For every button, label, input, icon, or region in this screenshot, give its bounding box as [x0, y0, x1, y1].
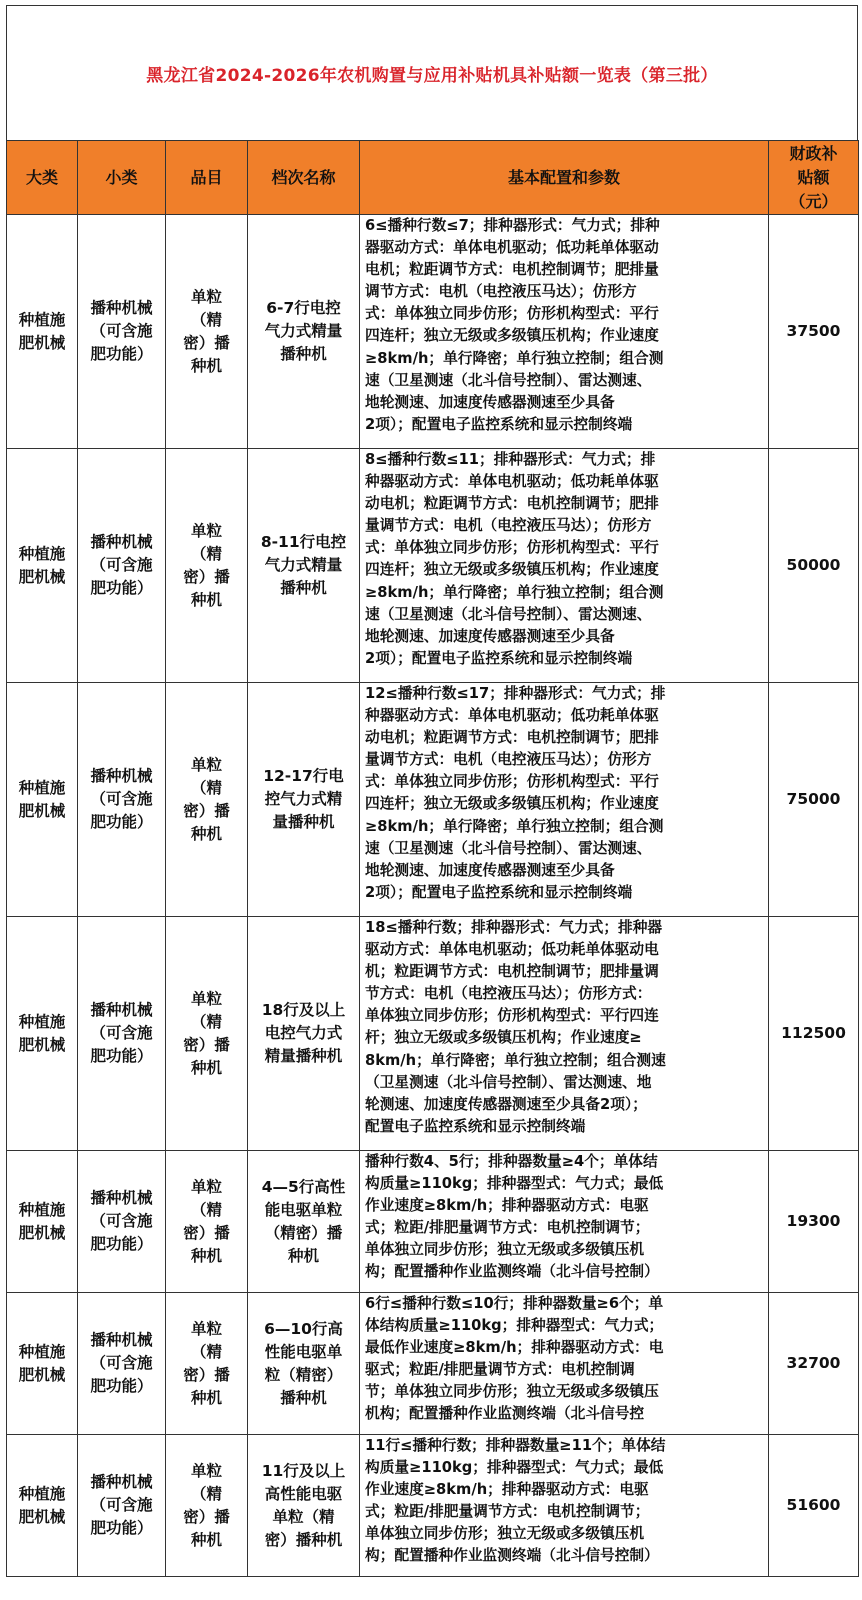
- header-params: 基本配置和参数: [360, 141, 769, 215]
- cell-tier: 8-11行电控 气力式精量 播种机: [248, 449, 360, 683]
- table-row: [7, 683, 859, 917]
- title-area: [6, 5, 858, 140]
- cell-tier: 11行及以上 高性能电驱 单粒（精 密）播种机: [248, 1435, 360, 1577]
- cell-tier: 4—5行高性 能电驱单粒 （精密）播 种机: [248, 1151, 360, 1293]
- table-row: [7, 215, 859, 449]
- cell-amount: 19300: [769, 1151, 859, 1293]
- cell-subcategory: 播种机械 （可含施 肥功能）: [78, 1293, 166, 1435]
- cell-tier: 18行及以上 电控气力式 精量播种机: [248, 917, 360, 1151]
- table-row: [7, 1435, 859, 1577]
- cell-item: 单粒 （精 密）播 种机: [166, 449, 248, 683]
- cell-params: 6行≤播种行数≤10行；排种器数量≥6个；单 体结构质量≥110kg；排种器型式：气力式； 最低作业速度≥8km/h；排种器驱动方式：电 驱式；粒距/排肥量调节方式：电机控制调 节；单体独立同步仿形；独立无级或多级镇压 机构；配置播种作业监测终端（北斗信号控: [360, 1293, 769, 1435]
- cell-category: 种植施 肥机械: [7, 1293, 78, 1435]
- cell-subcategory: 播种机械 （可含施 肥功能）: [78, 215, 166, 449]
- cell-subcategory: 播种机械 （可含施 肥功能）: [78, 683, 166, 917]
- cell-category: 种植施 肥机械: [7, 1151, 78, 1293]
- cell-amount: 32700: [769, 1293, 859, 1435]
- cell-subcategory: 播种机械 （可含施 肥功能）: [78, 1435, 166, 1577]
- table-row: [7, 449, 859, 683]
- cell-params: 播种行数4、5行；排种器数量≥4个；单体结 构质量≥110kg；排种器型式：气力式；最低 作业速度≥8km/h；排种器驱动方式：电驱 式；粒距/排肥量调节方式：电机控制调节； 单体独立同步仿形；独立无级或多级镇压机 构；配置播种作业监测终端（北斗信号控制）: [360, 1151, 769, 1293]
- cell-tier: 12-17行电 控气力式精 量播种机: [248, 683, 360, 917]
- table-row: [7, 917, 859, 1151]
- cell-item: 单粒 （精 密）播 种机: [166, 917, 248, 1151]
- header-item: 品目: [166, 141, 248, 215]
- cell-params: 11行≤播种行数；排种器数量≥11个；单体结 构质量≥110kg；排种器型式：气力式；最低 作业速度≥8km/h；排种器驱动方式：电驱 式；粒距/排肥量调节方式：电机控制调节； 单体独立同步仿形；独立无级或多级镇压机 构；配置播种作业监测终端（北斗信号控制）: [360, 1435, 769, 1577]
- cell-params: 6≤播种行数≤7；排种器形式：气力式；排种 器驱动方式：单体电机驱动；低功耗单体驱动 电机；粒距调节方式：电机控制调节；肥排量 调节方式：电机（电控液压马达）；仿形方 式：单体独立同步仿形；仿形机构型式：平行 四连杆；独立无级或多级镇压机构；作业速度 ≥8km/h；单行降密；单行独立控制；组合测 速（卫星测速（北斗信号控制）、雷达测速、 地轮测速、加速度传感器测速至少具备 2项）；配置电子监控系统和显示控制终端: [360, 215, 769, 449]
- cell-item: 单粒 （精 密）播 种机: [166, 215, 248, 449]
- cell-category: 种植施 肥机械: [7, 449, 78, 683]
- header-category: 大类: [7, 141, 78, 215]
- cell-amount: 112500: [769, 917, 859, 1151]
- cell-subcategory: 播种机械 （可含施 肥功能）: [78, 449, 166, 683]
- header-tier: 档次名称: [248, 141, 360, 215]
- cell-category: 种植施 肥机械: [7, 215, 78, 449]
- cell-amount: 75000: [769, 683, 859, 917]
- cell-subcategory: 播种机械 （可含施 肥功能）: [78, 1151, 166, 1293]
- cell-item: 单粒 （精 密）播 种机: [166, 1435, 248, 1577]
- document-title: 黑龙江省2024-2026年农机购置与应用补贴机具补贴额一览表（第三批）: [146, 65, 718, 86]
- cell-item: 单粒 （精 密）播 种机: [166, 683, 248, 917]
- cell-tier: 6-7行电控 气力式精量 播种机: [248, 215, 360, 449]
- cell-category: 种植施 肥机械: [7, 1435, 78, 1577]
- cell-amount: 51600: [769, 1435, 859, 1577]
- cell-subcategory: 播种机械 （可含施 肥功能）: [78, 917, 166, 1151]
- table-header-row: [7, 141, 859, 215]
- cell-amount: 50000: [769, 449, 859, 683]
- cell-params: 18≤播种行数；排种器形式：气力式；排种器 驱动方式：单体电机驱动；低功耗单体驱动电 机；粒距调节方式：电机控制调节；肥排量调 节方式：电机（电控液压马达）；仿形方式： 单体独立同步仿形；仿形机构型式：平行四连 杆；独立无级或多级镇压机构；作业速度≥ 8km/h；单行降密；单行独立控制；组合测速 （卫星测速（北斗信号控制）、雷达测速、地 轮测速、加速度传感器测速至少具备2项）； 配置电子监控系统和显示控制终端: [360, 917, 769, 1151]
- cell-category: 种植施 肥机械: [7, 917, 78, 1151]
- cell-params: 8≤播种行数≤11；排种器形式：气力式；排 种器驱动方式：单体电机驱动；低功耗单体驱 动电机；粒距调节方式：电机控制调节；肥排 量调节方式：电机（电控液压马达）；仿形方 式：单体独立同步仿形；仿形机构型式：平行 四连杆；独立无级或多级镇压机构；作业速度 ≥8km/h；单行降密；单行独立控制；组合测 速（卫星测速（北斗信号控制）、雷达测速、 地轮测速、加速度传感器测速至少具备 2项）；配置电子监控系统和显示控制终端: [360, 449, 769, 683]
- cell-amount: 37500: [769, 215, 859, 449]
- cell-item: 单粒 （精 密）播 种机: [166, 1293, 248, 1435]
- table-row: [7, 1151, 859, 1293]
- header-amount: 财政补 贴额 （元）: [769, 141, 859, 215]
- cell-category: 种植施 肥机械: [7, 683, 78, 917]
- cell-tier: 6—10行高 性能电驱单 粒（精密） 播种机: [248, 1293, 360, 1435]
- header-subcategory: 小类: [78, 141, 166, 215]
- subsidy-table: [6, 140, 859, 1577]
- table-row: [7, 1293, 859, 1435]
- cell-item: 单粒 （精 密）播 种机: [166, 1151, 248, 1293]
- cell-params: 12≤播种行数≤17；排种器形式：气力式；排 种器驱动方式：单体电机驱动；低功耗单体驱 动电机；粒距调节方式：电机控制调节；肥排 量调节方式：电机（电控液压马达）；仿形方 式：单体独立同步仿形；仿形机构型式：平行 四连杆；独立无级或多级镇压机构；作业速度 ≥8km/h；单行降密；单行独立控制；组合测 速（卫星测速（北斗信号控制）、雷达测速、 地轮测速、加速度传感器测速至少具备 2项）；配置电子监控系统和显示控制终端: [360, 683, 769, 917]
